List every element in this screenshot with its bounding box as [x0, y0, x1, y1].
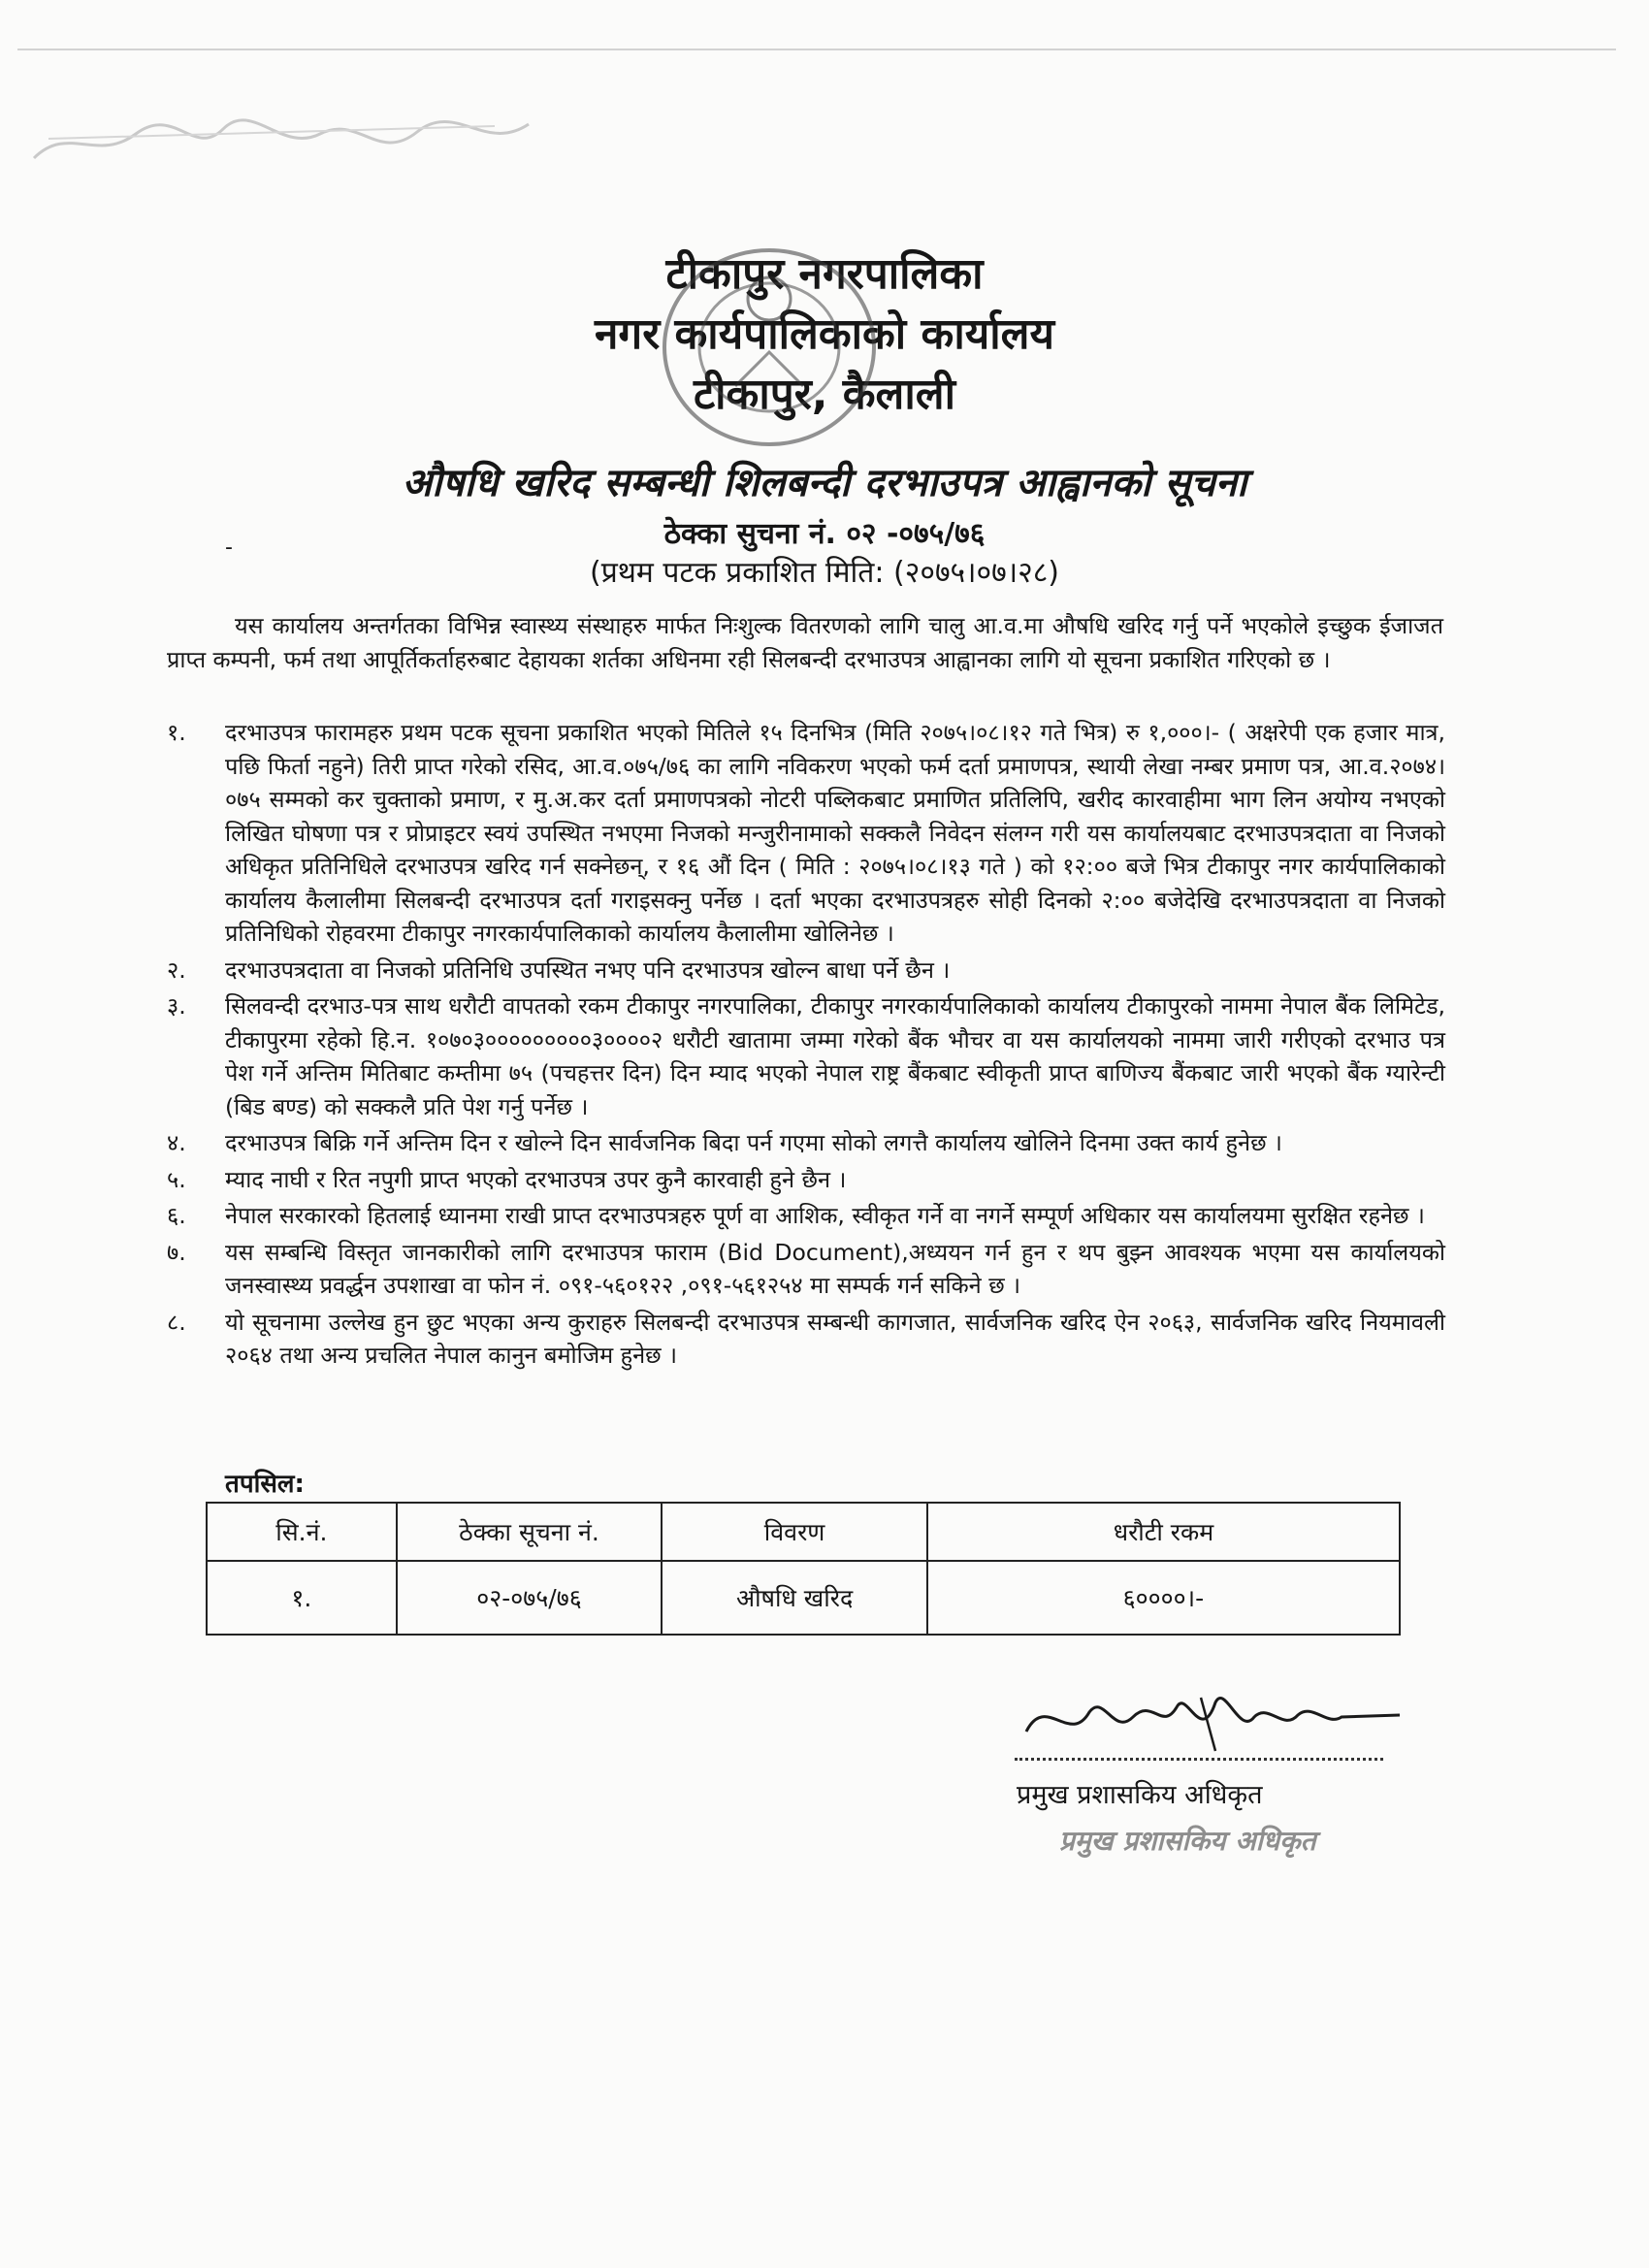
condition-number: ६. [167, 1202, 186, 1229]
condition-item [167, 1199, 1445, 1233]
office-seal [648, 241, 890, 464]
condition-number: ८. [167, 1308, 186, 1336]
cell-deposit: ६००००।- [927, 1561, 1400, 1635]
cell-notice-no: ०२-०७५/७६ [397, 1561, 663, 1635]
table-header-row [207, 1503, 1400, 1561]
cell-serial: १. [207, 1561, 397, 1635]
condition-item [167, 1306, 1445, 1373]
condition-number: २. [167, 956, 186, 984]
condition-item [167, 1236, 1445, 1303]
designation-stamp: प्रमुख प्रशासकिय अधिकृत [1059, 1825, 1316, 1857]
condition-item [167, 716, 1445, 951]
condition-number: ५. [167, 1165, 186, 1193]
condition-number: ७. [167, 1238, 186, 1266]
signature-line [1015, 1758, 1383, 1761]
first-publication-date: (प्रथम पटक प्रकाशित मिति: (२०७५।०७।२८) [589, 556, 1059, 590]
condition-item [167, 1163, 1445, 1197]
condition-item [167, 954, 1445, 988]
col-header-deposit: धरौटी रकम [927, 1503, 1400, 1561]
conditions-list [167, 716, 1445, 1376]
notice-title: औषधि खरिद सम्बन्धी शिलबन्दी दरभाउपत्र आह्वानको सूचना [402, 460, 1247, 505]
municipality-name: टीकापुर नगरपालिका [665, 249, 984, 299]
col-header-serial: सि.नं. [207, 1503, 397, 1561]
details-label: तपसिल: [225, 1470, 305, 1499]
office-name: नगर कार्यपालिकाको कार्यालय [595, 309, 1054, 359]
stray-mark: ‐ [225, 535, 233, 560]
condition-text: दरभाउपत्र बिक्रि गर्ने अन्तिम दिन र खोल्ने दिन सार्वजनिक बिदा पर्न गएमा सोको लगत्तै कार्यालय खोलिने दिनमा उक्त कार्य हुनेछ । [225, 1129, 1282, 1156]
condition-text: दरभाउपत्रदाता वा निजको प्रतिनिधि उपस्थित नभए पनि दरभाउपत्र खोल्न बाधा पर्ने छैन । [225, 956, 951, 984]
condition-text: दरभाउपत्र फारामहरु प्रथम पटक सूचना प्रकाशित भएको मितिले १५ दिनभित्र (मिति २०७५।०८।१२ गते भित्र) रु १,०००।- ( अक्षरेपी एक हजार मात्र, पछि फिर्ता नहुने) तिरी प्राप्त गरेको रसिद, आ.व.०७५/७६ का लागि नविकरण भएको फर्म दर्ता प्रमाणपत्र, स्थायी लेखा नम्बर प्रमाण पत्र, आ.व.२०७४।०७५ सम्मको कर चुक्ताको प्रमाण, र मु.अ.कर दर्ता प्रमाणपत्रको नोटरी पब्लिकबाट प्रमाणित प्रतिलिपि, खरीद कारवाहीमा भाग लिन अयोग्य नभएको लिखित घोषणा पत्र र प्रोप्राइटर स्वयं उपस्थित नभएमा निजको मन्जुरीनामाको सक्कलै निवेदन संलग्न गरी यस कार्यालयबाट दरभाउपत्रदाता वा निजको अधिकृत प्रतिनिधिले दरभाउपत्र खरिद गर्न सक्नेछन्, र १६ औं दिन ( मिति : २०७५।०८।१३ गते ) को १२:०० बजे भित्र टीकापुर नगर कार्यपालिकाको कार्यालय कैलालीमा सिलबन्दी दरभाउपत्र दर्ता गराइसक्नु पर्नेछ । दर्ता भएका दरभाउपत्रहरु सोही दिनको २:०० बजेदेखि दरभाउपत्रदाता वा निजको प्रतिनिधिको रोहवरमा टीकापुर नगरकार्यपालिकाको कार्यालय कैलालीमा खोलिनेछ । [225, 719, 1445, 947]
condition-number: १. [167, 719, 186, 746]
condition-text: म्याद नाघी र रित नपुगी प्राप्त भएको दरभाउपत्र उपर कुनै कारवाही हुने छैन । [225, 1165, 847, 1193]
condition-text: यस सम्बन्धि विस्तृत जानकारीको लागि दरभाउपत्र फाराम (Bid Document),अध्ययन गर्न हुन र थप बुझ्न आवश्यक भएमा यस कार्यालयको जनस्वास्थ्य प्रवर्द्धन उपशाखा वा फोन नं. ०९१-५६०१२२ ,०९१-५६१२५४ मा सम्पर्क गर्न सकिने छ । [225, 1238, 1445, 1299]
details-table [206, 1502, 1401, 1636]
col-header-notice-no: ठेक्का सूचना नं. [397, 1503, 663, 1561]
condition-item [167, 1126, 1445, 1160]
office-location: टीकापुर, कैलाली [693, 370, 956, 419]
handwritten-signature [1017, 1678, 1405, 1766]
faint-handwriting [29, 105, 534, 173]
cell-description: औषधि खरिद [662, 1561, 927, 1635]
condition-item [167, 989, 1445, 1123]
condition-number: ३. [167, 992, 186, 1020]
condition-text: सिलवन्दी दरभाउ-पत्र साथ धरौटी वापतको रकम टीकापुर नगरपालिका, टीकापुर नगरकार्यपालिकाको कार्यालय टीकापुरको नाममा नेपाल बैंक लिमिटेड, टीकापुरमा रहेको हि.न. १०७०३०००००००००३००००२ धरौटी खातामा जम्मा गरेको बैंक भौचर वा यस कार्यालयको नाममा जारी गरीएको दरभाउ पत्र पेश गर्ने अन्तिम मितिबाट कम्तीमा ७५ (पचहत्तर दिन) दिन म्याद भएको नेपाल राष्ट्र बैंकबाट स्वीकृती प्राप्त बाणिज्य बैंकबाट जारी भएको बैंक ग्यारेन्टी (बिड बण्ड) को सक्कलै प्रति पेश गर्नु पर्नेछ । [225, 992, 1445, 1120]
condition-number: ४. [167, 1129, 186, 1156]
table-row [207, 1561, 1400, 1635]
scan-top-edge [17, 49, 1616, 50]
intro-paragraph: यस कार्यालय अन्तर्गतका विभिन्न स्वास्थ्य संस्थाहरु मार्फत निःशुल्क वितरणको लागि चालु आ.व.मा औषधि खरिद गर्नु पर्ने भएकोले इच्छुक ईजाजत प्राप्त कम्पनी, फर्म तथा आपूर्तिकर्ताहरुबाट देहायका शर्तका अधिनमा रही सिलबन्दी दरभाउपत्र आह्वानका लागि यो सूचना प्रकाशित गरिएको छ । [167, 612, 1443, 673]
col-header-description: विवरण [662, 1503, 927, 1561]
contract-notice-number: ठेक्का सुचना नं. ०२ -०७५/७६ [663, 517, 986, 551]
signatory-designation: प्रमुख प्रशासकिय अधिकृत [1017, 1780, 1263, 1810]
condition-text: नेपाल सरकारको हितलाई ध्यानमा राखी प्राप्त दरभाउपत्रहरु पूर्ण वा आशिक, स्वीकृत गर्ने वा नगर्ने सम्पूर्ण अधिकार यस कार्यालयमा सुरक्षित रहनेछ । [225, 1202, 1425, 1229]
condition-text: यो सूचनामा उल्लेख हुन छुट भएका अन्य कुराहरु सिलबन्दी दरभाउपत्र सम्बन्धी कागजात, सार्वजनिक खरिद ऐन २०६३, सार्वजनिक खरिद नियमावली २०६४ तथा अन्य प्रचलित नेपाल कानुन बमोजिम हुनेछ । [225, 1308, 1445, 1369]
